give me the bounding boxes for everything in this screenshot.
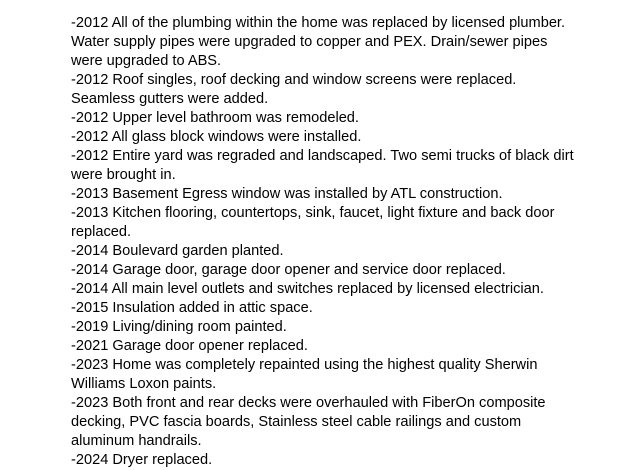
- list-item: -2014 All main level outlets and switches replaced by licensed electrician.: [71, 281, 544, 297]
- list-item: -2023 Both front and rear decks were overhauled with FiberOn composite decking, PVC fascia boards, Stainless steel cable railings and custom aluminum handrails.: [71, 395, 546, 449]
- list-item: -2012 All of the plumbing within the home was replaced by licensed plumber. Water supply pipes were upgraded to copper and PEX. Drain/sewer pipes were upgraded to ABS.: [71, 15, 566, 69]
- list-item: -2014 Garage door, garage door opener and service door replaced.: [71, 262, 506, 278]
- list-item: -2024 Dryer replaced.: [71, 452, 213, 468]
- list-item: -2023 Home was completely repainted using the highest quality Sherwin Williams Loxon paints.: [71, 357, 538, 392]
- list-item: -2012 Roof singles, roof decking and window screens were replaced. Seamless gutters were added.: [71, 72, 517, 107]
- list-item: -2015 Insulation added in attic space.: [71, 300, 313, 316]
- list-item: -2014 Boulevard garden planted.: [71, 243, 284, 259]
- list-item: -2019 Living/dining room painted.: [71, 319, 287, 335]
- list-item: -2013 Basement Egress window was installed by ATL construction.: [71, 186, 503, 202]
- list-item: -2012 Entire yard was regraded and landscaped. Two semi trucks of black dirt were brought in.: [71, 148, 574, 183]
- list-item: -2021 Garage door opener replaced.: [71, 338, 308, 354]
- list-item: -2012 All glass block windows were installed.: [71, 129, 362, 145]
- list-item: -2013 Kitchen flooring, countertops, sink, faucet, light fixture and back door replaced.: [71, 205, 555, 240]
- improvements-list: [71, 14, 583, 470]
- list-item: -2012 Upper level bathroom was remodeled.: [71, 110, 359, 126]
